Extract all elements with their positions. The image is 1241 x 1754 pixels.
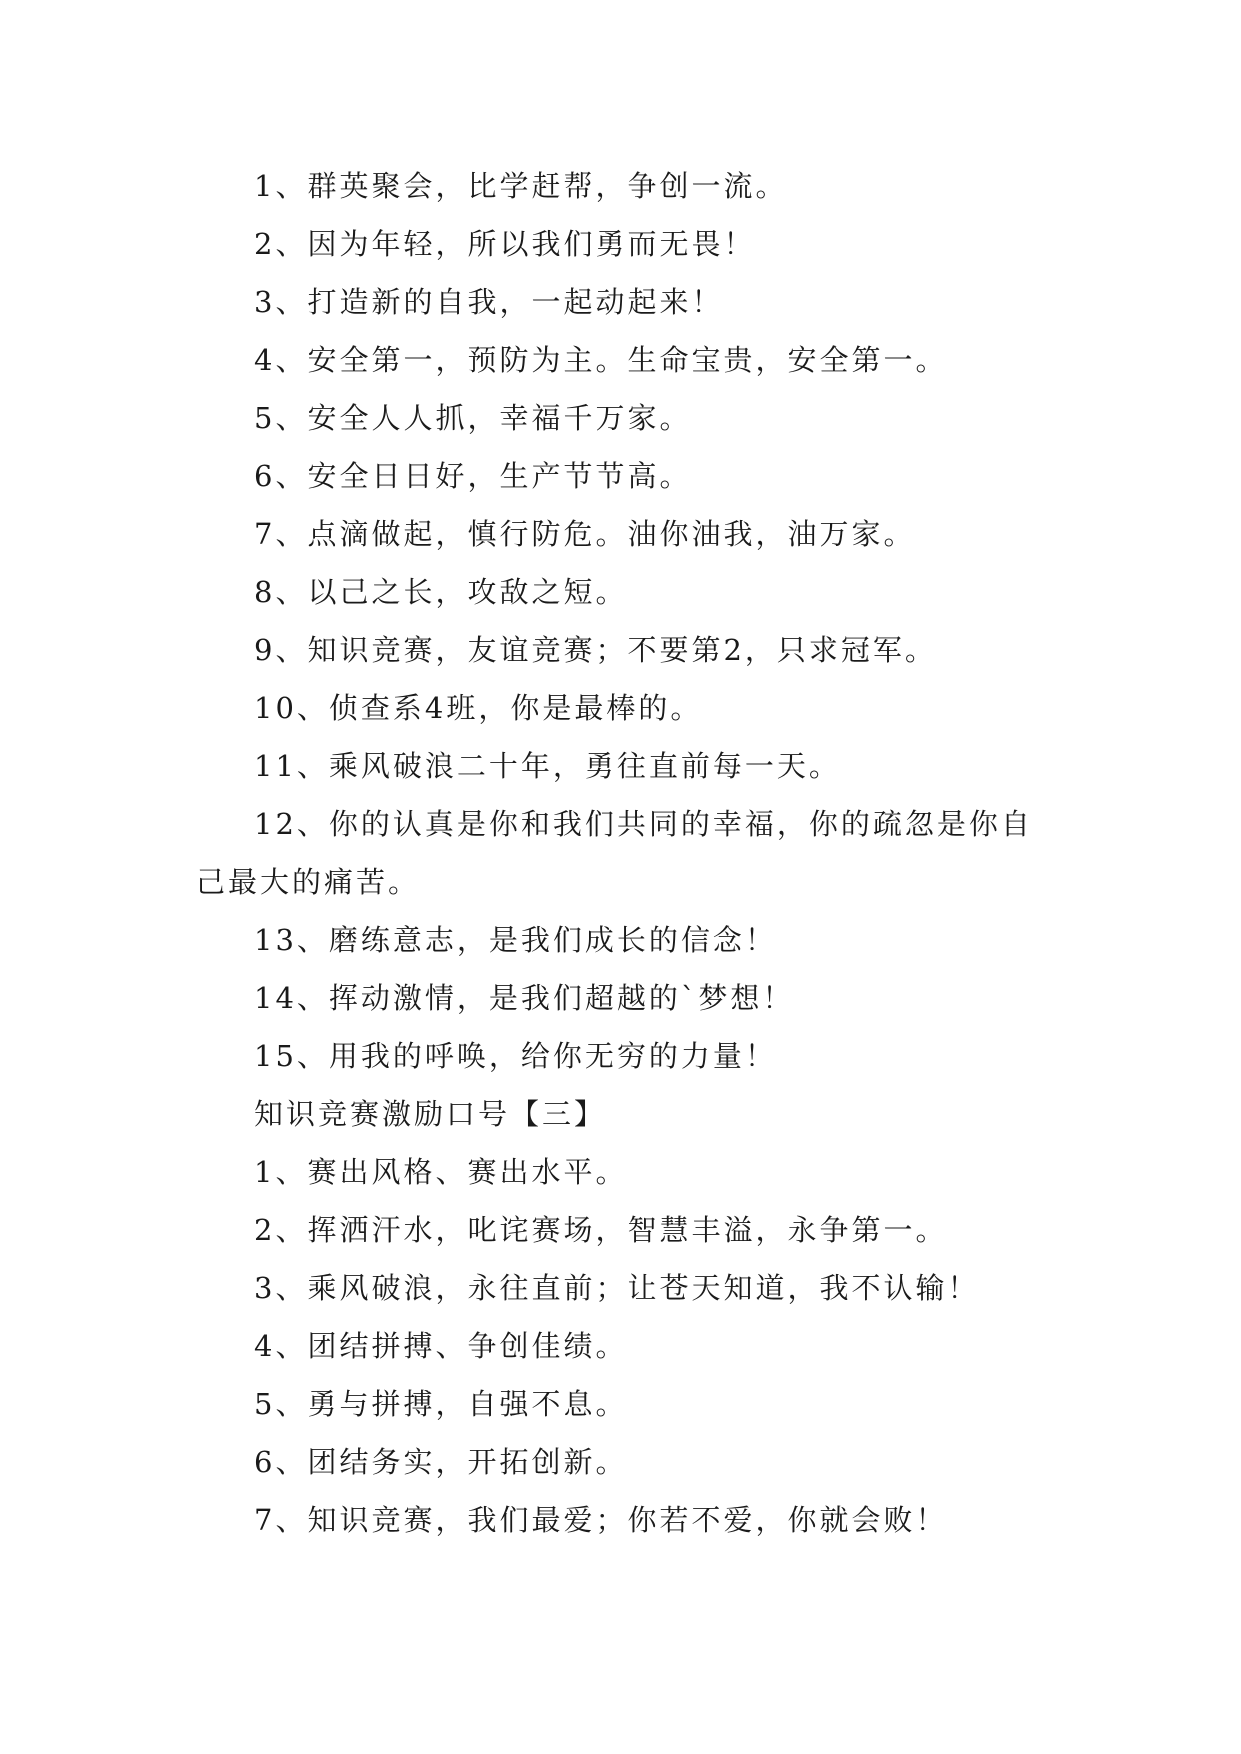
- paragraph: 6、安全日日好，生产节节高。: [254, 459, 692, 493]
- paragraph: 11、乘风破浪二十年，勇往直前每一天。: [254, 749, 841, 783]
- paragraph: 12、你的认真是你和我们共同的幸福，你的疏忽是你自己最大的痛苦。: [196, 807, 1033, 899]
- paragraph: 10、侦查系4班，你是最棒的。: [254, 691, 703, 725]
- paragraph: 7、知识竞赛，我们最爱；你若不爱，你就会败！: [254, 1503, 948, 1537]
- paragraph: 15、用我的呼唤，给你无穷的力量！: [254, 1039, 777, 1073]
- paragraph: 3、乘风破浪，永往直前；让苍天知道，我不认输！: [254, 1271, 980, 1305]
- paragraph: 1、群英聚会，比学赶帮，争创一流。: [254, 169, 788, 203]
- paragraph: 2、因为年轻，所以我们勇而无畏！: [254, 227, 756, 261]
- paragraph: 3、打造新的自我，一起动起来！: [254, 285, 724, 319]
- paragraph: 1、赛出风格、赛出水平。: [254, 1155, 628, 1189]
- paragraph: 6、团结务实，开拓创新。: [254, 1445, 628, 1479]
- section-heading: 知识竞赛激励口号【三】: [254, 1097, 607, 1131]
- paragraph: 4、安全第一，预防为主。生命宝贵，安全第一。: [254, 343, 948, 377]
- paragraph: 13、磨练意志，是我们成长的信念！: [254, 923, 777, 957]
- document-body: [196, 157, 1056, 1549]
- paragraph: 5、安全人人抓，幸福千万家。: [254, 401, 692, 435]
- paragraph: 14、挥动激情，是我们超越的`梦想！: [254, 981, 795, 1015]
- paragraph: 4、团结拼搏、争创佳绩。: [254, 1329, 628, 1363]
- paragraph: 7、点滴做起，慎行防危。油你油我，油万家。: [254, 517, 916, 551]
- paragraph: 8、以己之长，攻敌之短。: [254, 575, 628, 609]
- paragraph: 2、挥洒汗水，叱诧赛场，智慧丰溢，永争第一。: [254, 1213, 948, 1247]
- paragraph: 5、勇与拼搏，自强不息。: [254, 1387, 628, 1421]
- paragraph: 9、知识竞赛，友谊竞赛；不要第2，只求冠军。: [254, 633, 937, 667]
